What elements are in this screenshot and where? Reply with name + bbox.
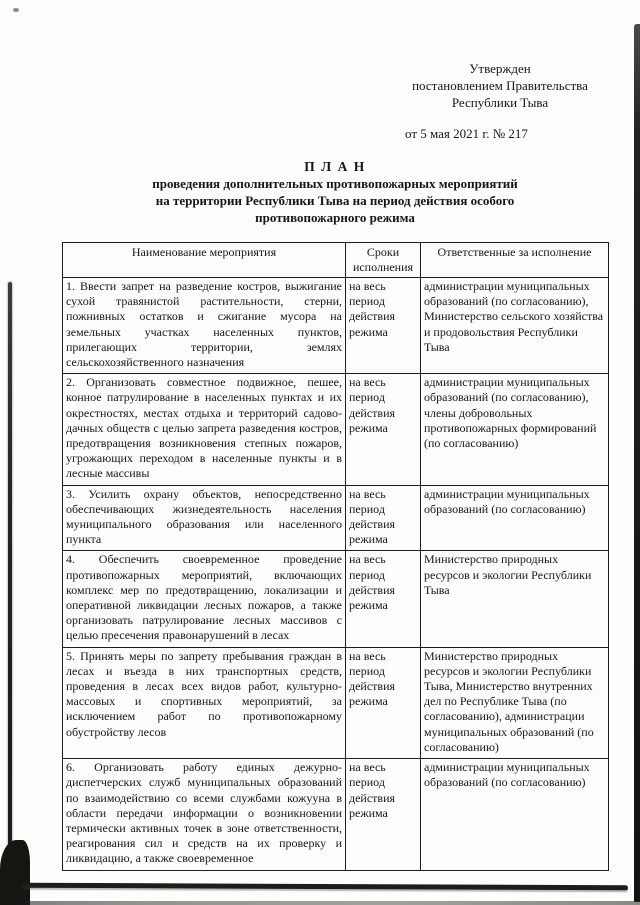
decree-date-number: от 5 мая 2021 г. № 217 <box>405 126 528 141</box>
table-row <box>63 278 609 374</box>
table-row <box>63 374 609 485</box>
term-cell: на весь период действия режима <box>346 551 421 647</box>
column-header-term: Сроки исполнения <box>346 243 421 278</box>
term-cell: на весь период действия режима <box>346 278 421 374</box>
column-header-measure: Наименование мероприятия <box>63 243 346 278</box>
term-cell: на весь период действия режима <box>346 759 421 870</box>
table-row <box>63 759 609 870</box>
approval-block <box>392 60 608 111</box>
plan-table <box>62 242 609 871</box>
plan-table-body <box>63 278 609 871</box>
table-row <box>63 485 609 551</box>
measure-cell: 2. Организовать совместное подвижное, пешее, конное патрулирование в населенных пунктах и их окрестностях, местах отдыха и территорий садово-дачных обществ с целью запрета разведения костров, предотвращения возникновения степных пожаров, угрожающих переходом в населенные пункты и в лесные массивы <box>63 374 346 485</box>
table-row <box>63 647 609 758</box>
term-cell: на весь период действия режима <box>346 485 421 551</box>
approval-line: Утвержден <box>469 61 531 76</box>
responsible-cell: администрации муниципальных образований (по согласованию) <box>421 485 609 551</box>
term-cell: на весь период действия режима <box>346 374 421 485</box>
term-cell: на весь период действия режима <box>346 647 421 758</box>
title-subtitle-line: противопожарного режима <box>255 210 415 225</box>
table-row <box>63 551 609 647</box>
document-title <box>62 158 608 226</box>
responsible-cell: Министерство природных ресурсов и экологии Республики Тыва, Министерство внутренних дел по Республике Тыва (по согласованию), администрации муниципальных образований (по согласованию) <box>421 647 609 758</box>
table-header-row <box>63 243 609 278</box>
measure-cell: 5. Принять меры по запрету пребывания граждан в лесах и въезда в них транспортных средств, проведения в лесах всех видов работ, культурно-массовых и спортивных мероприятий, за исключением работ по противопожарному обустройству лесов <box>63 647 346 758</box>
plan-heading: П Л А Н <box>304 159 366 174</box>
responsible-cell: администрации муниципальных образований (по согласованию) <box>421 759 609 870</box>
measure-cell: 4. Обеспечить своевременное проведение противопожарных мероприятий, включающих комплекс мер по предотвращению, локализации и оперативной ликвидации лесных пожаров, а также организовать патрулирование лесных массивов с целью пресечения правонарушений в лесах <box>63 551 346 647</box>
scan-bottom-edge-line <box>22 883 628 890</box>
scan-bottom-edge-shadow <box>0 901 640 905</box>
responsible-cell: Министерство природных ресурсов и экологии Республики Тыва <box>421 551 609 647</box>
title-subtitle-line: проведения дополнительных противопожарных мероприятий <box>152 176 518 191</box>
title-subtitle-line: на территории Республики Тыва на период действия особого <box>155 193 515 208</box>
responsible-cell: администрации муниципальных образований (по согласованию), Министерство сельского хозяйства и продовольствия Республики Тыва <box>421 278 609 374</box>
approval-line: Республики Тыва <box>451 95 549 110</box>
measure-cell: 1. Ввести запрет на разведение костров, выжигание сухой травянистой растительности, стерни, пожнивных остатков и сжигание мусора на земельных участках населенных пунктов, прилегающих территории, землях сельскохозяйственного назначения <box>63 278 346 374</box>
approval-line: постановлением Правительства <box>412 78 588 93</box>
responsible-cell: администрации муниципальных образований (по согласованию), члены добровольных противопожарных формирований (по согласованию) <box>421 374 609 485</box>
column-header-responsible: Ответственные за исполнение <box>421 243 609 278</box>
measure-cell: 3. Усилить охрану объектов, непосредственно обеспечивающих жизнедеятельность населения муниципального образования или населенного пункта <box>63 485 346 551</box>
measure-cell: 6. Организовать работу единых дежурно-диспетчерских служб муниципальных образований по взаимодействию со всеми службами кожууна в области передачи информации о возникновении термически активных точек в зоне ответственности, реагирования сил и средств на их проверку и ликвидацию, а также своевременное <box>63 759 346 870</box>
